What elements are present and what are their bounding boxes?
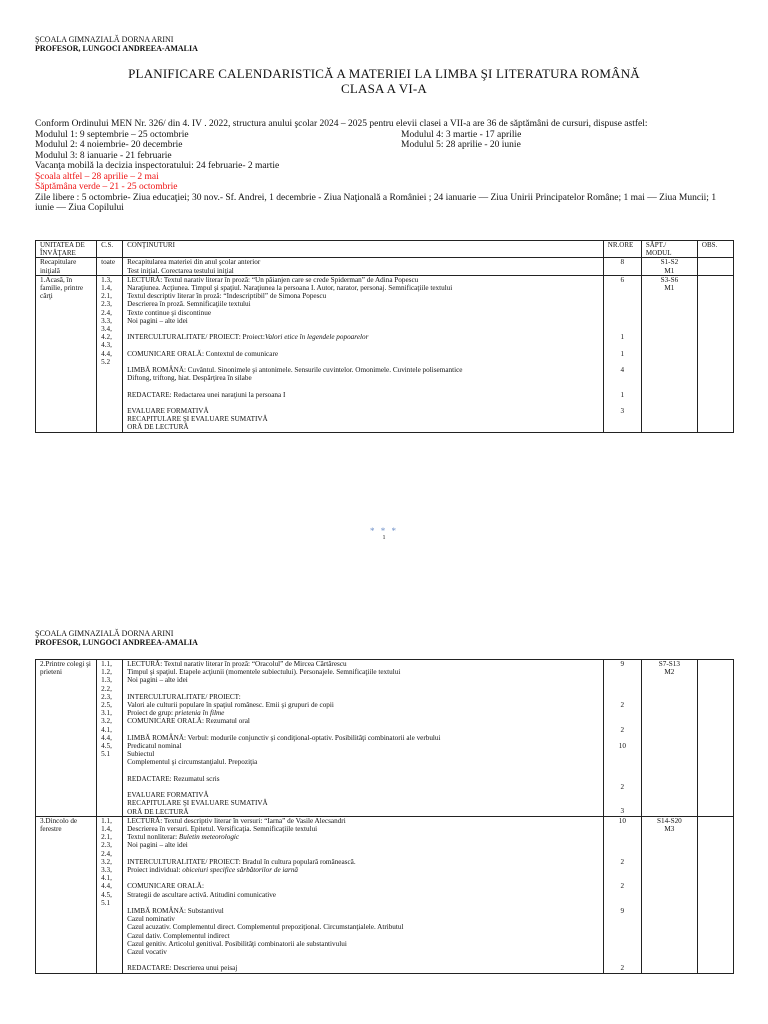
unit-cell: Recapitulare iniţială	[36, 258, 97, 275]
content-cell: LECTURĂ: Textul narativ literar în proză: “Un păianjen care se crede Spiderman” de Adina Popescu Naraţiunea. Acţiunea. Timpul şi spaţiul. Naraţiunea la persoana I. Autor, narator, personaj. Semnificaţiile textului Textul descriptiv literar în proză: “Indescriptibil” de Simona Popescu Descrierea în proză. Semnificaţiile textului Texte continue şi discontinue Noi pagini – alte idei INTERCULTURALITATE/ PROIECT: Proiect:Valori etice în legendele popoarelor COMUNICARE ORALĂ: Contextul de comunicare LIMBĂ ROMÂNĂ: Cuvântul. Sinonimele şi antonimele. Sensurile cuvintelor. Omonimele. Cuvintele polisemantice Diftong, triftong, hiat. Despărţirea în silabe REDACTARE: Redactarea unei naraţiuni la persoana I EVALUARE FORMATIVĂ RECAPITULARE ŞI EVALUARE SUMATIVĂ ORĂ DE LECTURĂ	[123, 275, 604, 432]
cs-cell: toate	[97, 258, 123, 275]
intro-section	[35, 119, 735, 214]
header-cs: C.S.	[97, 241, 123, 258]
table-row	[36, 816, 734, 973]
title-line-1: PLANIFICARE CALENDARISTICĂ A MATERIEI LA LIMBA ŞI LITERATURA ROMÂNĂ	[128, 66, 640, 81]
obs-cell	[697, 275, 733, 432]
header-nr-ore: NR.ORE	[603, 241, 641, 258]
vacation-text: Vacanţa mobilă la decizia inspectoratului: 24 februarie- 2 martie	[35, 161, 280, 171]
page-title	[0, 66, 768, 96]
school-name: ŞCOALA GIMNAZIALĂ DORNA ARINI	[35, 629, 174, 638]
table-row	[36, 660, 734, 817]
header-continuturi: CONŢINUTURI	[123, 241, 604, 258]
holidays-text: Zile libere : 5 octombrie- Ziua educaţiei; 30 nov.- Sf. Andrei, 1 decembrie - Ziua Naţională a României ; 24 ianuarie — Ziua Unirii Principatelor Române; 1 mai — Ziua Muncii; 1 iunie — Ziua Copilului	[35, 192, 717, 213]
module-2: Modulul 2: 4 noiembrie- 20 decembrie	[35, 140, 183, 150]
module-3: Modulul 3: 8 ianuarie - 21 februarie	[35, 150, 172, 161]
module-5: Modulul 5: 28 aprilie - 20 iunie	[401, 140, 521, 150]
content-cell: Recapitularea materiei din anul şcolar anterior Test iniţial. Corectarea testului iniţial	[123, 258, 604, 275]
unit-cell: 2.Printre colegi şi prieteni	[36, 660, 97, 817]
cs-cell: 1.3, 1.4, 2.1, 2.3, 2.4, 3.3, 3.4, 4.2, 4.3, 4.4, 5.2	[97, 275, 123, 432]
obs-cell	[697, 258, 733, 275]
school-name: ŞCOALA GIMNAZIALĂ DORNA ARINI	[35, 35, 174, 44]
page-header	[35, 35, 198, 53]
content-cell: LECTURĂ: Textul descriptiv literar în versuri: “Iarna” de Vasile Alecsandri Descrierea în versuri. Epitetul. Versificaţia. Semnificaţiile textului Textul nonliterar: Buletin meteorologic Noi pagini – alte idei INTERCULTURALITATE/ PROIECT: Bradul în cultura populară românească. Proiect individual: obiceiuri specifice sărbătorilor de iarnă COMUNICARE ORALĂ: Strategii de ascultare activă. Atitudini comunicative LIMBĂ ROMÂNĂ: Substantivul Cazul nominativ Cazul acuzativ. Complementul direct. Complementul prepoziţional. Circumstanţialele. Atributul Cazul dativ. Complementul indirect Cazul genitiv. Articolul genitival. Posibilităţi combinatorii ale substantivului Cazul vocativ REDACTARE: Descrierea unui peisaj	[123, 816, 604, 973]
unit-cell: 1.Acasă, în familie, printre cărţi	[36, 275, 97, 432]
week-cell: S3-S6 M1	[641, 275, 697, 432]
teacher-name: PROFESOR, LUNGOCI ANDREEA-AMALIA	[35, 638, 198, 647]
hours-cell: 6 1 1 4 1 3	[603, 275, 641, 432]
teacher-name: PROFESOR, LUNGOCI ANDREEA-AMALIA	[35, 44, 198, 53]
week-cell: S14-S20 M3	[641, 816, 697, 973]
obs-cell	[697, 816, 733, 973]
hours-cell: 9 2 2 10 2 3	[603, 660, 641, 817]
header-sapt: SĂPT./ MODUL	[641, 241, 697, 258]
unit-cell: 3.Dincolo de ferestre	[36, 816, 97, 973]
page-number: 1	[382, 535, 386, 541]
week-cell: S7-S13 M2	[641, 660, 697, 817]
table-row	[36, 275, 734, 432]
hours-cell: 8	[603, 258, 641, 275]
page-separator: * * *	[370, 526, 398, 536]
hours-cell: 10 2 2 9 2	[603, 816, 641, 973]
header-unitatea: UNITATEA DE ÎNVĂŢARE	[36, 241, 97, 258]
module-1: Modulul 1: 9 septembrie – 25 octombrie	[35, 129, 189, 140]
planning-table-1	[35, 240, 734, 433]
title-line-2: CLASA A VI-A	[341, 81, 427, 96]
obs-cell	[697, 660, 733, 817]
planning-table-2	[35, 659, 734, 974]
page-header-2	[35, 629, 198, 647]
module-4: Modulul 4: 3 martie - 17 aprilie	[401, 129, 522, 140]
order-text: Conform Ordinului MEN Nr. 326/ din 4. IV . 2022, structura anului şcolar 2024 – 2025 pentru elevii clasei a VII-a are 36 de săptămâni de cursuri, dispuse astfel:	[35, 119, 648, 129]
content-cell: LECTURĂ: Textul narativ literar în proză: “Oracolul” de Mircea Cărtărescu Timpul şi spaţiul. Etapele acţiunii (momentele subiectului). Personajele. Semnificaţiile textului Noi pagini – alte idei INTERCULTURALITATE/ PROIECT: Valori ale culturii populare în spaţiul românesc. Emii şi grupuri de copii Proiect de grup: prietenia în filme COMUNICARE ORALĂ: Rezumatul oral LIMBĂ ROMÂNĂ: Verbul: modurile conjunctiv şi condiţional-optativ. Posibilităţi combinatorii ale verbului Predicatul nominal Subiectul Complementul şi circumstanţialul. Prepoziţia REDACTARE: Rezumatul scris EVALUARE FORMATIVĂ RECAPITULARE ŞI EVALUARE SUMATIVĂ ORĂ DE LECTURĂ	[123, 660, 604, 817]
table-row	[36, 258, 734, 275]
table-header-row	[36, 241, 734, 258]
week-cell: S1-S2 M1	[641, 258, 697, 275]
cs-cell: 1.1, 1.4, 2.1, 2.3, 2.4, 3.2, 3.3, 4.1, 4.4, 4.5, 5.1	[97, 816, 123, 973]
school-altfel-text: Şcoala altfel – 28 aprilie – 2 mai	[35, 171, 159, 182]
green-week-text: Săptămâna verde – 21 - 25 octombrie	[35, 182, 178, 192]
cs-cell: 1.1, 1.2, 1.3, 2.2, 2.3, 2.5, 3.1, 3.2, 4.1, 4.4, 4.5, 5.1	[97, 660, 123, 817]
header-obs: OBS.	[697, 241, 733, 258]
